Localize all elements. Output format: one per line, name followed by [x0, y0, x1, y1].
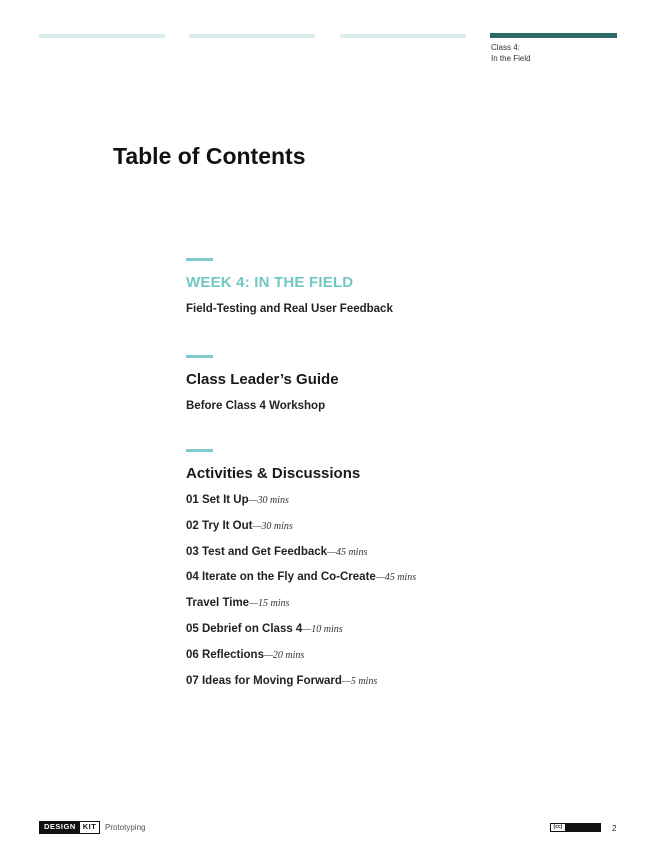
week-section — [186, 258, 393, 316]
page-number: 2 — [612, 824, 617, 833]
cc-terms-block — [566, 824, 600, 831]
accent-rule — [186, 449, 213, 452]
activity-label: Travel Time — [186, 597, 250, 610]
progress-bar-2 — [189, 34, 315, 38]
progress-bar-1 — [39, 34, 165, 38]
activity-duration: —45 mins — [327, 546, 368, 558]
activity-label: 02 Try It Out — [186, 519, 253, 532]
accent-rule — [186, 355, 213, 358]
progress-bar-3 — [340, 34, 466, 38]
guide-subtitle: Before Class 4 Workshop — [186, 400, 326, 412]
class-number: Class 4: — [491, 43, 520, 52]
activity-duration: —5 mins — [341, 675, 378, 687]
cc-mark: (cc) — [551, 824, 566, 831]
activity-item[interactable] — [186, 570, 416, 596]
activity-duration: —30 mins — [252, 520, 293, 532]
logo-kit-word: KIT — [80, 822, 100, 833]
footer-text: Prototyping — [105, 823, 146, 832]
guide-heading: Class Leader’s Guide — [186, 371, 339, 388]
activity-duration: —10 mins — [302, 623, 343, 635]
activity-item[interactable] — [186, 596, 416, 622]
activity-item[interactable] — [186, 622, 416, 648]
activity-item[interactable] — [186, 648, 416, 674]
activity-label: 07 Ideas for Moving Forward — [186, 674, 342, 687]
activities-list — [186, 493, 416, 699]
week-heading: WEEK 4: IN THE FIELD — [186, 274, 354, 291]
progress-bar-4 — [490, 33, 617, 38]
activity-duration: —30 mins — [248, 495, 289, 506]
activity-duration: —20 mins — [263, 649, 305, 661]
week-subtitle: Field-Testing and Real User Feedback — [186, 303, 393, 315]
activity-label: 03 Test and Get Feedback — [186, 545, 328, 558]
activity-label: 04 Iterate on the Fly and Co-Create — [186, 571, 376, 584]
activity-duration: —15 mins — [249, 598, 290, 610]
activities-section — [186, 449, 416, 699]
accent-rule — [186, 258, 213, 261]
activity-label: 05 Debrief on Class 4 — [186, 622, 303, 635]
page-title: Table of Contents — [113, 143, 306, 169]
activity-label: 06 Reflections — [186, 648, 264, 661]
guide-section — [186, 355, 339, 413]
design-kit-logo — [39, 821, 100, 834]
activity-item[interactable] — [186, 519, 416, 545]
activity-item[interactable] — [186, 493, 416, 519]
logo-design-word: DESIGN — [40, 822, 80, 833]
activity-label: 01 Set It Up — [186, 494, 249, 506]
activity-item[interactable] — [186, 674, 416, 700]
activity-duration: —45 mins — [375, 572, 417, 584]
class-title: In the Field — [491, 54, 531, 63]
class-label — [491, 42, 531, 64]
activities-heading: Activities & Discussions — [186, 465, 361, 482]
activity-item[interactable] — [186, 545, 416, 571]
creative-commons-license-icon — [550, 823, 601, 832]
